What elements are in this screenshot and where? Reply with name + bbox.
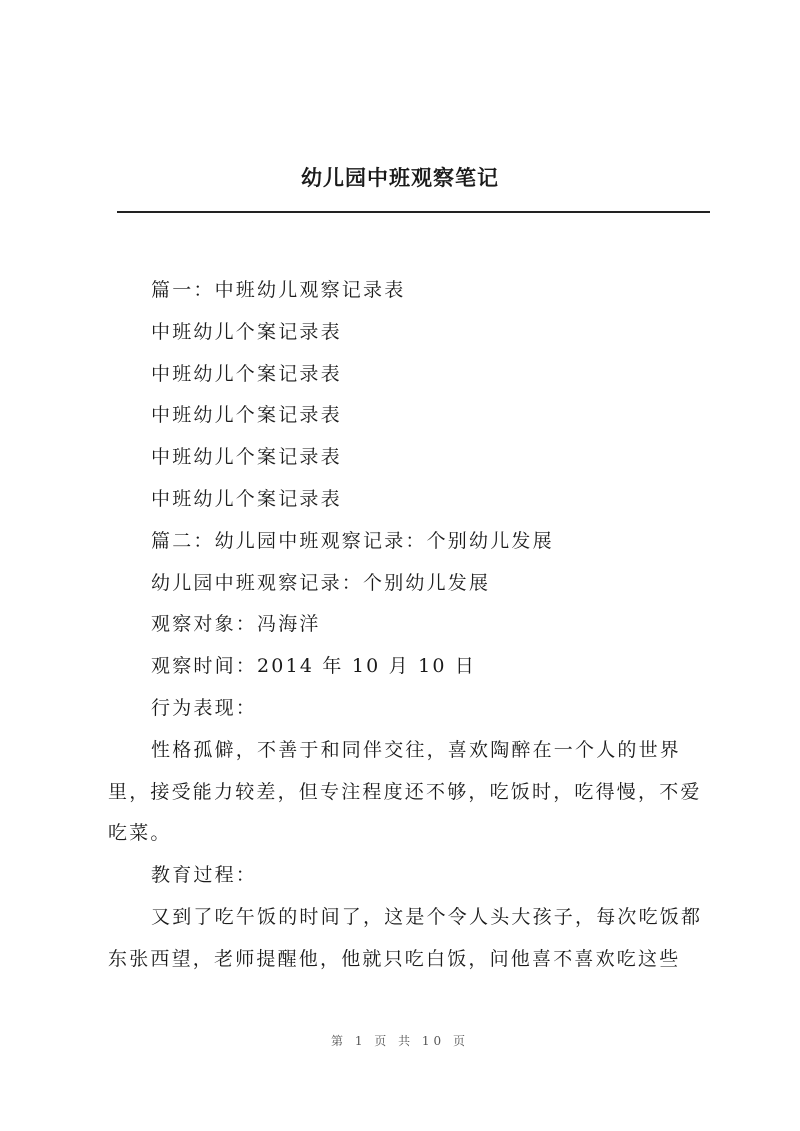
text-line: 中班幼儿个案记录表 xyxy=(151,362,342,385)
document-title: 幼儿园中班观察笔记 xyxy=(301,166,499,190)
behavior-paragraph-line: 吃菜。 xyxy=(108,822,172,845)
document-body xyxy=(108,270,712,981)
title-divider xyxy=(117,211,710,213)
text-line: 中班幼儿个案记录表 xyxy=(151,487,342,510)
education-heading: 教育过程： xyxy=(151,864,258,887)
behavior-paragraph-line: 性格孤僻，不善于和同伴交往，喜欢陶醉在一个人的世界 xyxy=(151,738,682,761)
section-heading-1: 篇一：中班幼儿观察记录表 xyxy=(151,279,406,301)
section-heading-2: 篇二：幼儿园中班观察记录：个别幼儿发展 xyxy=(151,529,554,552)
behavior-paragraph-line: 里，接受能力较差，但专注程度还不够，吃饭时，吃得慢，不爱 xyxy=(108,780,702,803)
text-line: 中班幼儿个案记录表 xyxy=(151,446,342,469)
text-line: 幼儿园中班观察记录：个别幼儿发展 xyxy=(151,571,491,594)
education-paragraph-line: 东张西望，老师提醒他，他就只吃白饭，问他喜不喜欢吃这些 xyxy=(108,947,681,970)
page-footer: 第 1 页 共 10 页 xyxy=(331,1034,469,1048)
education-paragraph-line: 又到了吃午饭的时间了，这是个令人头大孩子，每次吃饭都 xyxy=(151,905,703,928)
observation-subject: 观察对象：冯海洋 xyxy=(151,613,321,636)
text-line: 中班幼儿个案记录表 xyxy=(151,404,342,427)
observation-time: 观察时间：2014 年 10 月 10 日 xyxy=(151,655,477,678)
behavior-heading: 行为表现： xyxy=(151,696,258,719)
text-line: 中班幼儿个案记录表 xyxy=(151,320,342,343)
